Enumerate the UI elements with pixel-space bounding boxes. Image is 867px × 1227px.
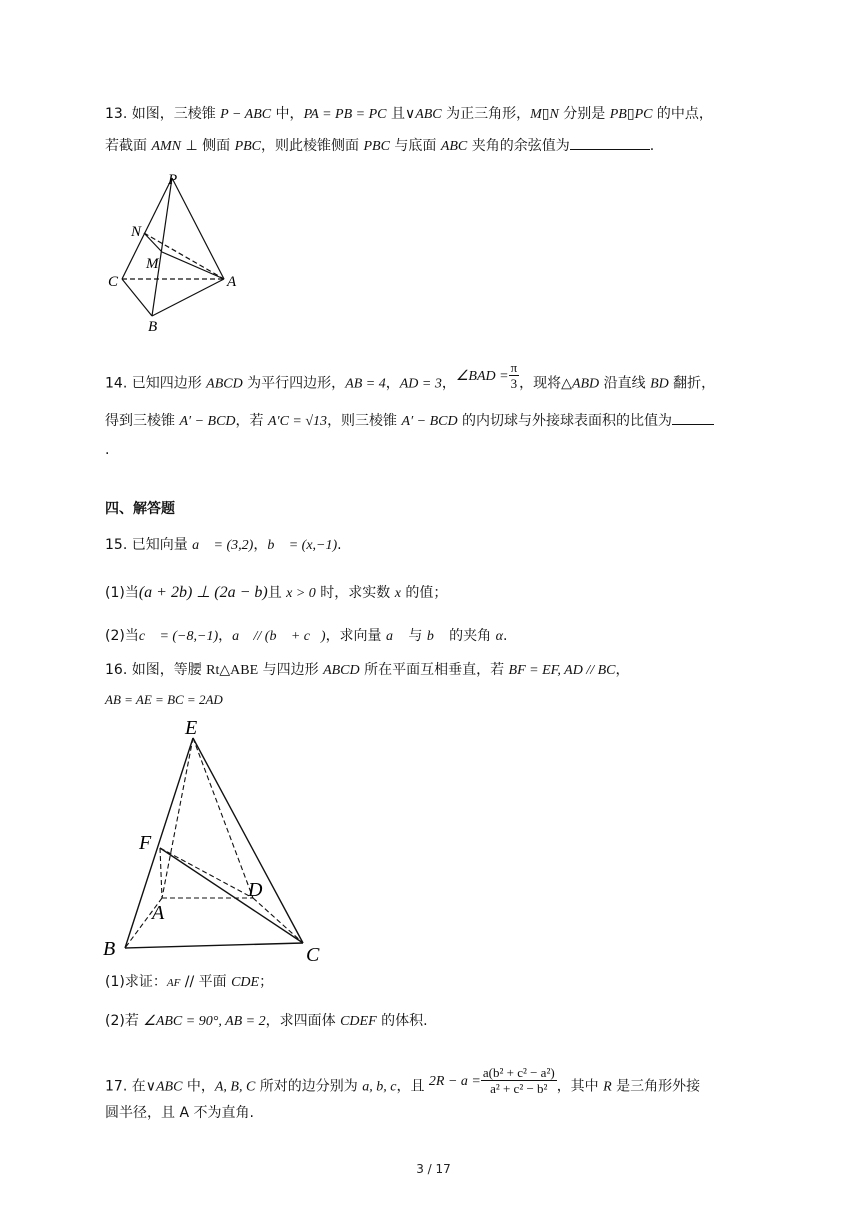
q17-line1: 17. 在∨ABC 中，A, B, C 所对的边分别为 a, b, c，且 2R − a = $\frac{\text{a(b² + c² − a²)}}{\text{a² + c² − b²}}$ ，其中 R 是三角形外接 [105,1065,701,1096]
q15-part2: (2)当c⃗ = (−8,−1)，a⃗ // (b⃗ + c⃗)，求向量 a⃗ 与 b⃗ 的夹角 α. [105,628,508,644]
pyramid-figure [100,166,250,336]
label-C: C [306,944,320,966]
label-C: C [108,274,119,290]
label-N: N [131,224,142,240]
q14-line2: 得到三棱锥 A′ − BCD，若 A′C = √13，则三棱锥 A′ − BCD 的内切球与外接球表面积的比值为 [105,410,714,432]
q13-line2: 若截面 AMN ⊥ 侧面 PBC，则此棱锥侧面 PBC 与底面 ABC 夹角的余弦值为 . [105,135,654,157]
page-number: 3 / 17 [416,1162,451,1176]
label-P: P [168,172,178,188]
answer-blank [672,410,714,425]
label-B: B [148,319,158,335]
label-F: F [139,832,152,854]
tetrahedron-figure [95,712,335,972]
label-A: A [227,274,237,290]
q14-line3: . [105,442,110,458]
q16-part1: (1)求证：AF // 平面 CDE； [105,974,274,990]
label-D: D [248,879,263,901]
label-E: E [185,717,198,739]
fraction-expression: $\frac{\text{a(b² + c² − a²)}}{\text{a² + c² − b²}}$ [482,1065,555,1096]
q16-line2: AB = AE = BC = 2AD [105,692,223,707]
q15-line1: 15. 已知向量 a⃗ = (3,2)，b⃗ = (x,−1). [105,537,342,553]
q17-line2: 圆半径，且 A 不为直角. [105,1105,254,1121]
q16-part2: (2)若 ∠ABC = 90°, AB = 2，求四面体 CDEF 的体积. [105,1013,428,1029]
label-B: B [103,938,116,960]
q15-part1: (1)当(a + 2b) ⊥ (2a − b)且 x > 0 时，求实数 x 的值； [105,584,448,601]
answer-blank [570,135,650,150]
q13-line1: 13. 如图，三棱锥 P − ABC 中，PA = PB = PC 且∨ABC 为正三角形，M▯N 分别是 PB▯PC 的中点， [105,106,713,122]
label-A: A [152,902,165,924]
fraction-pi-3: $\frac{\pi}{3}$ [510,360,518,391]
q16-line1: 16. 如图，等腰 Rt△ABE 与四边形 ABCD 所在平面互相垂直，若 BF = EF, AD // BC， [105,662,630,678]
q14-line1: 14. 已知四边形 ABCD 为平行四边形，AB = 4，AD = 3，∠BAD = $\frac{\pi}{3}$ ，现将△ABD 沿直线 BD 翻折， [105,360,716,392]
label-M: M [146,256,159,272]
section-title: 四、解答题 [105,501,175,517]
